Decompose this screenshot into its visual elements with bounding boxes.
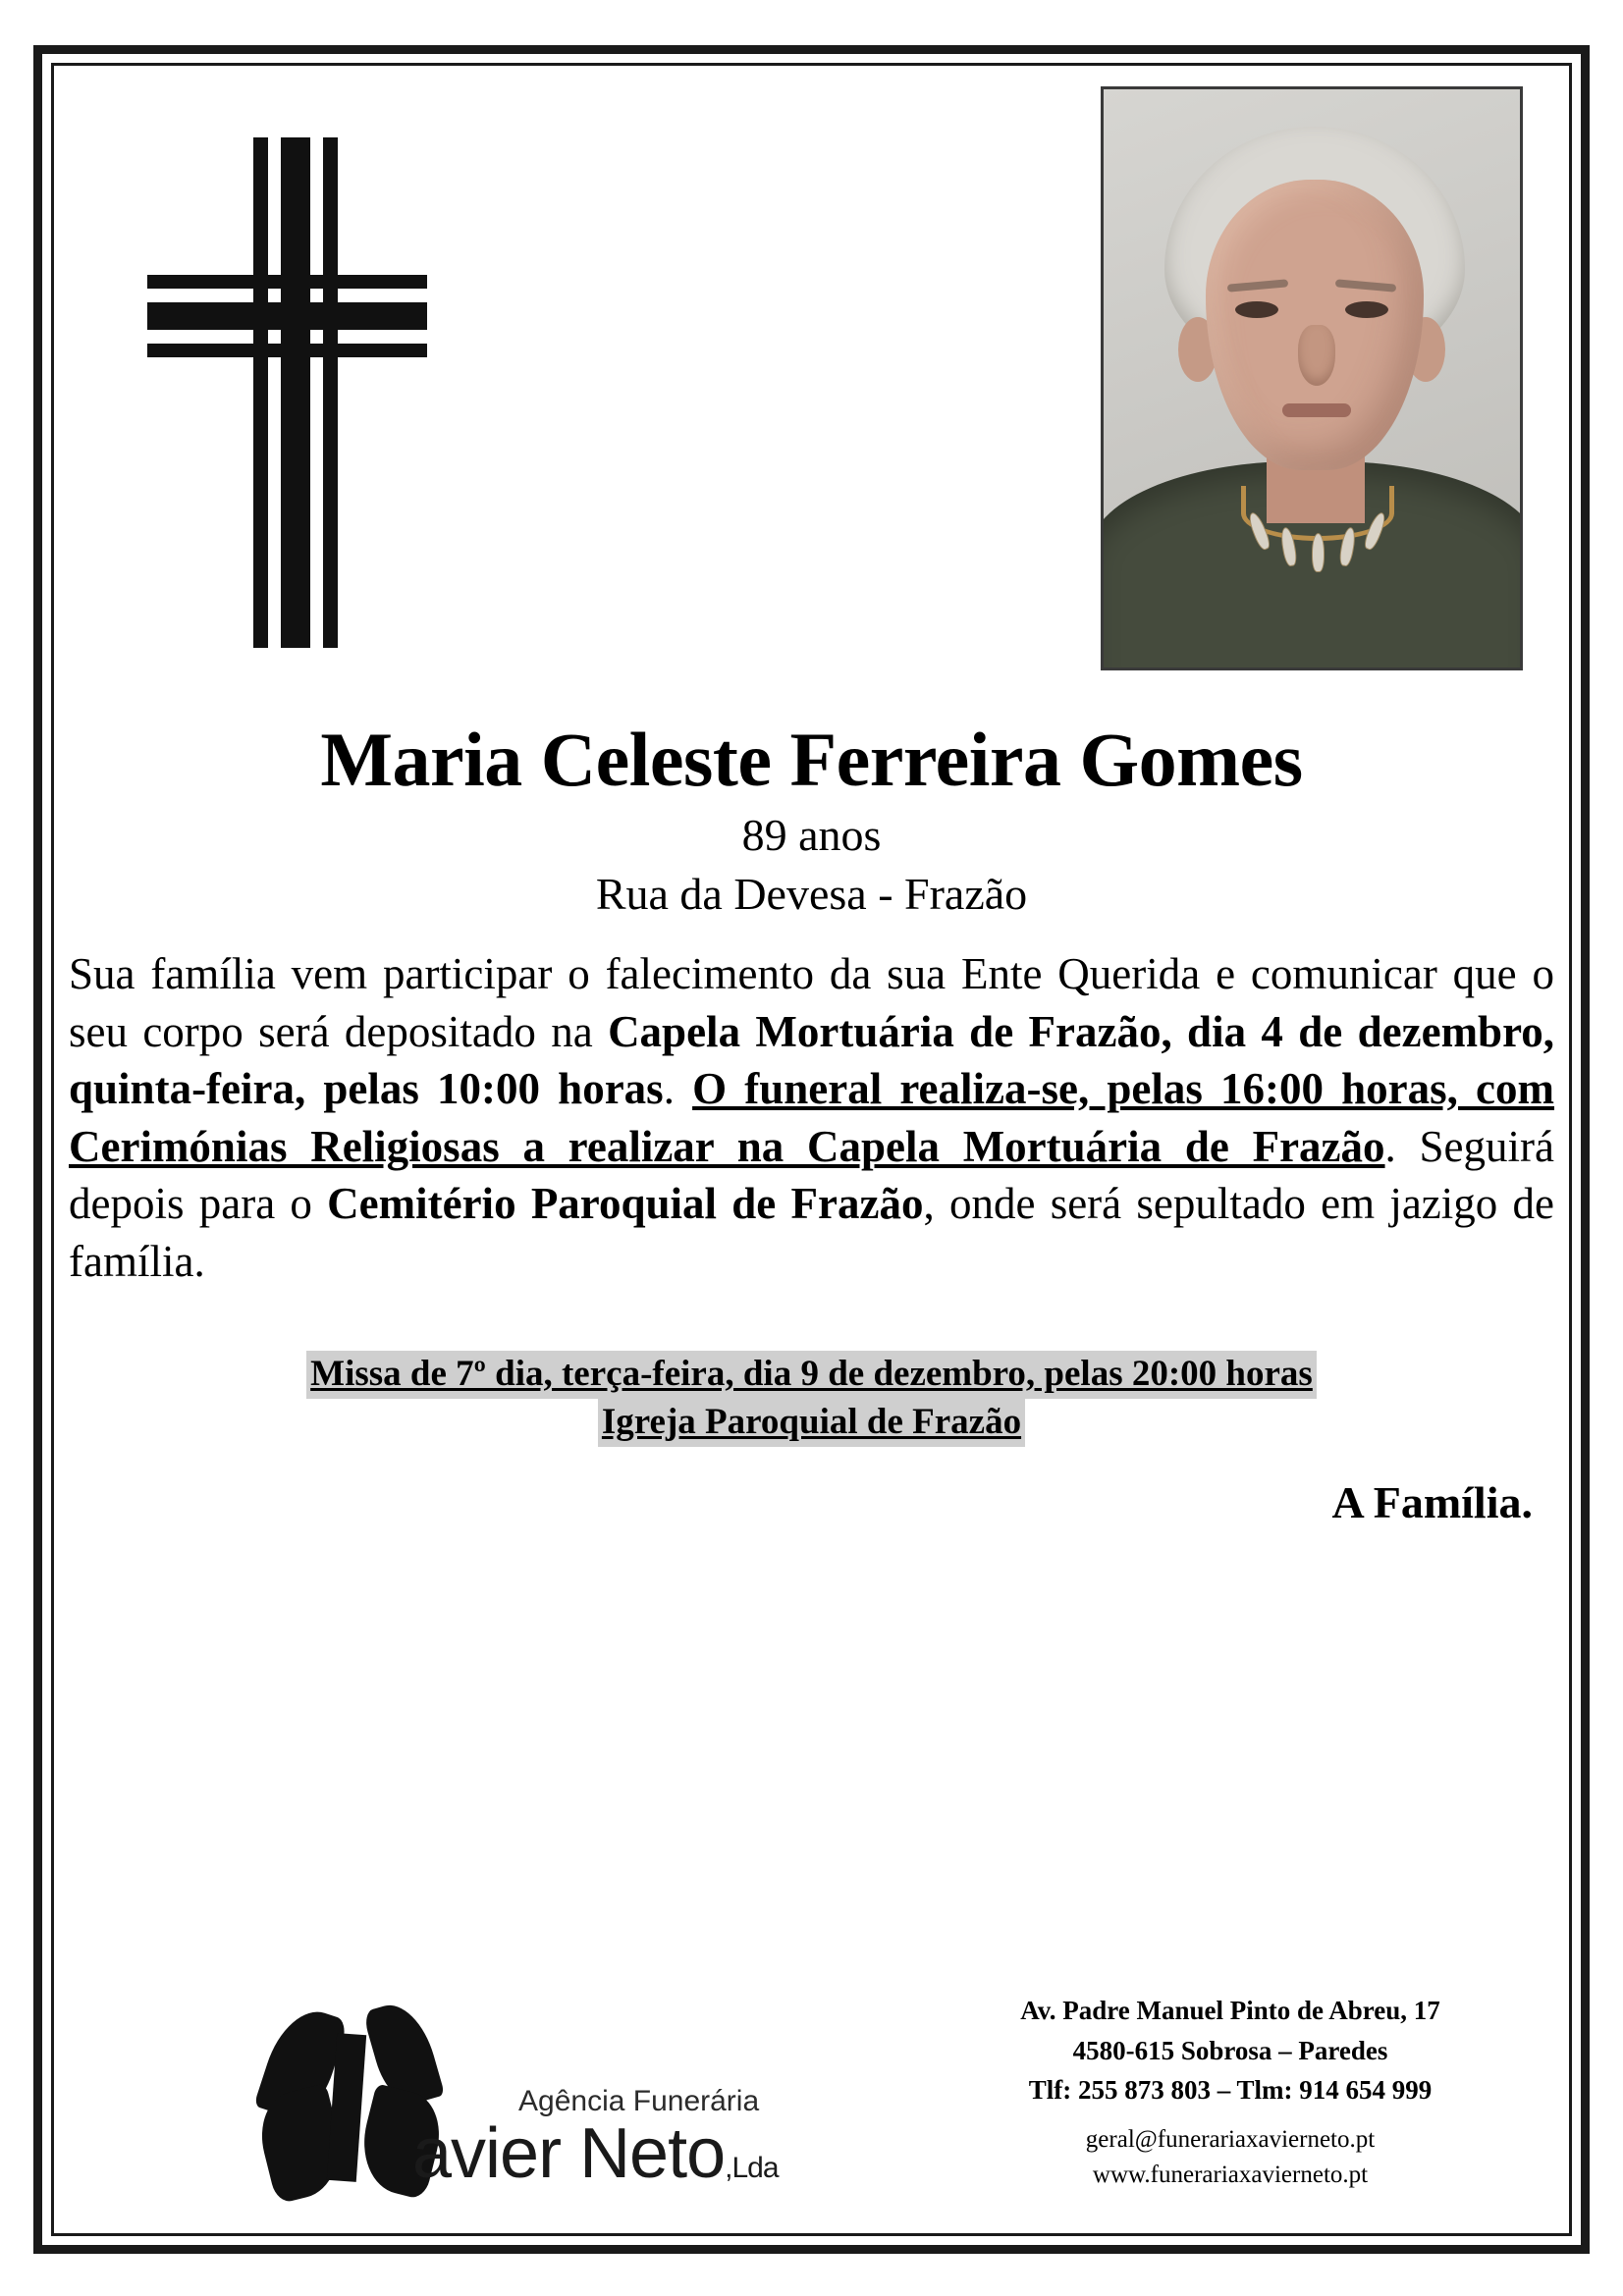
company-suffix: ,Lda [725, 2151, 779, 2184]
family-signature-period: . [1521, 1476, 1533, 1527]
announcement-underlined: O funeral realiza-se, pelas 16:00 horas, com Cerimónias Religiosas a realizar na Capela Mortuária de Frazão [69, 1064, 1555, 1171]
company-name: avier Neto [412, 2113, 726, 2193]
announcement-bold2: Cemitério Paroquial de Frazão [327, 1179, 924, 1229]
announcement-part1: Sua família vem participar o falecimento da sua Ente Querida e comunicar que o seu corpo será depositado na [69, 949, 1554, 1056]
company-logo-block [216, 1979, 893, 2205]
company-name-row [412, 2113, 779, 2193]
company-address-line1: Av. Padre Manuel Pinto de Abreu, 17 [1020, 1996, 1440, 2025]
company-phones: Tlf: 255 873 803 – Tlm: 914 654 999 [1028, 2075, 1433, 2105]
mass-line-1: Missa de 7º dia, terça-feira, dia 9 de dezembro, pelas 20:00 horas [306, 1351, 1317, 1399]
deceased-portrait-photo [1101, 86, 1523, 670]
deceased-name: Maria Celeste Ferreira Gomes [320, 717, 1303, 802]
footer [69, 1948, 1554, 2213]
company-contact-block [975, 1991, 1486, 2193]
announcement-text [69, 945, 1554, 1290]
mass-line-2: Igreja Paroquial de Frazão [598, 1399, 1025, 1447]
deceased-address: Rua da Devesa - Frazão [595, 869, 1028, 920]
cross-icon [137, 137, 442, 648]
header-row [69, 79, 1554, 726]
company-email: geral@funerariaxavierneto.pt [1085, 2125, 1376, 2153]
announcement-sep1: . [663, 1064, 693, 1114]
company-website: www.funerariaxavierneto.pt [1092, 2161, 1369, 2188]
announcement-bold1: Capela Mortuária de Frazão, dia 4 de dezembro, quinta-feira, pelas 10:00 horas [69, 1006, 1554, 1114]
family-signature [69, 1476, 1554, 1528]
family-signature-text: A Família [1331, 1476, 1522, 1527]
announcement-part2: . Seguirá depois para o [69, 1121, 1554, 1229]
company-address-line2: 4580-615 Sobrosa – Paredes [1072, 2035, 1388, 2065]
seventh-day-mass-block [69, 1351, 1554, 1447]
notice-content [69, 79, 1554, 2220]
announcement-part3: , onde será sepultado em jazigo de família. [69, 1179, 1554, 1286]
company-tagline: Agência Funerária [518, 2084, 760, 2117]
deceased-age: 89 anos [741, 809, 882, 860]
company-wordmark [412, 2084, 779, 2193]
